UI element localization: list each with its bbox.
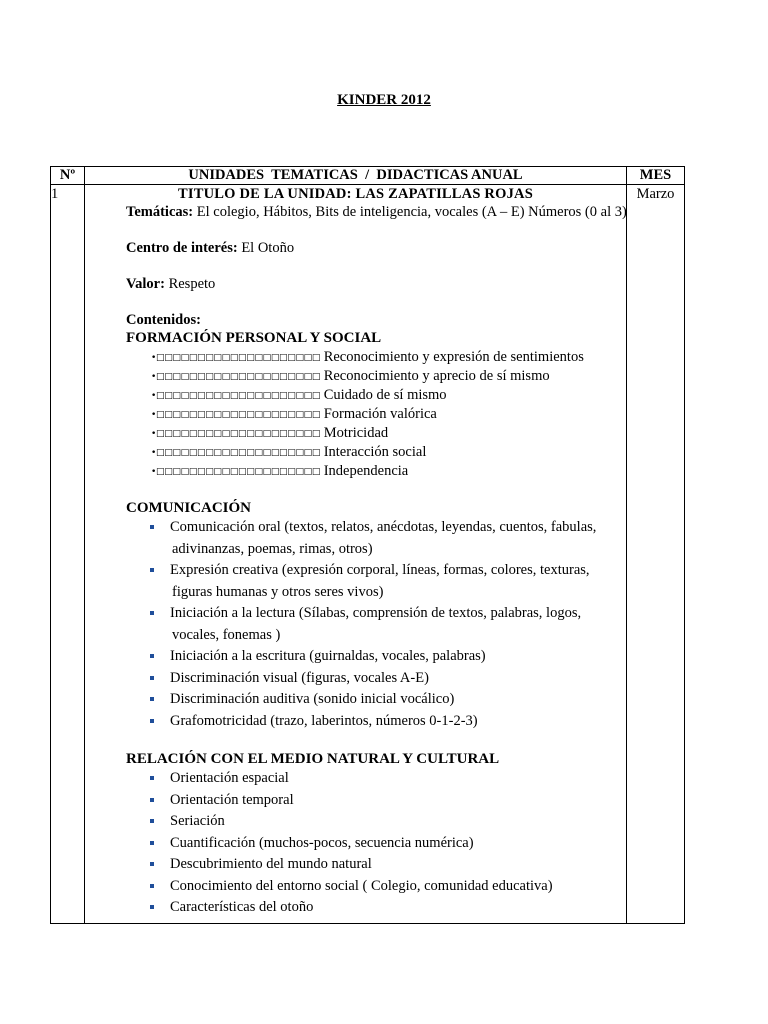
relacion-list [150,768,626,919]
valor-value: Respeto [164,276,216,292]
row-month: Marzo [627,185,685,924]
square-bullet-icon [150,568,154,572]
units-table [50,166,685,924]
valor-label: Valor: [126,276,165,292]
section-heading-comunicacion: COMUNICACIÓN [126,500,251,516]
centro-line [126,239,626,257]
bullet-glyphs: •□□□□□□□□□□□□□□□□□□□□ [151,429,321,439]
bullet-glyphs: •□□□□□□□□□□□□□□□□□□□□ [151,410,321,420]
centro-label: Centro de interés: [126,240,238,256]
valor-line [126,275,626,293]
list-item: Seriación [150,811,626,833]
list-item: •□□□□□□□□□□□□□□□□□□□□ Independencia [151,463,409,479]
tematicas-line [126,203,626,221]
row-content [85,185,627,924]
tematicas-value: El colegio, Hábitos, Bits de inteligencia, vocales (A – E) Números (0 al 3) [193,204,627,220]
bullet-glyphs: •□□□□□□□□□□□□□□□□□□□□ [151,448,321,458]
header-number: Nº [51,167,85,185]
square-bullet-icon [150,611,154,615]
list-item: •□□□□□□□□□□□□□□□□□□□□ Formación valórica [151,406,437,422]
list-item: Discriminación auditiva (sonido inicial vocálico) [150,689,626,711]
list-item: Grafomotricidad (trazo, laberintos, números 0-1-2-3) [150,711,626,733]
list-item: •□□□□□□□□□□□□□□□□□□□□ Reconocimiento y aprecio de sí mismo [151,368,550,384]
square-bullet-icon [150,819,154,823]
header-month: MES [627,167,685,185]
square-bullet-icon [150,676,154,680]
list-item: Iniciación a la lectura (Sílabas, comprensión de textos, palabras, logos, vocales, fonemas ) [150,603,626,646]
list-item: Orientación espacial [150,768,626,790]
list-item: •□□□□□□□□□□□□□□□□□□□□ Reconocimiento y expresión de sentimientos [151,349,584,365]
list-item: •□□□□□□□□□□□□□□□□□□□□ Motricidad [151,425,389,441]
bullet-glyphs: •□□□□□□□□□□□□□□□□□□□□ [151,372,321,382]
bullet-glyphs: •□□□□□□□□□□□□□□□□□□□□ [151,353,321,363]
square-bullet-icon [150,654,154,658]
square-bullet-icon [150,862,154,866]
list-item: Iniciación a la escritura (guirnaldas, vocales, palabras) [150,646,626,668]
list-item: Expresión creativa (expresión corporal, líneas, formas, colores, texturas, figuras humanas y otros seres vivos) [150,560,626,603]
document-title: KINDER 2012 [337,92,431,108]
section-heading-relacion: RELACIÓN CON EL MEDIO NATURAL Y CULTURAL [126,751,500,767]
square-bullet-icon [150,798,154,802]
list-item: Características del otoño [150,897,626,919]
comunicacion-list [150,517,626,732]
list-item: Descubrimiento del mundo natural [150,854,626,876]
square-bullet-icon [150,525,154,529]
square-bullet-icon [150,841,154,845]
list-item: Discriminación visual (figuras, vocales A-E) [150,668,626,690]
list-item: Comunicación oral (textos, relatos, anécdotas, leyendas, cuentos, fabulas, adivinanzas, poemas, rimas, otros) [150,517,626,560]
square-bullet-icon [150,719,154,723]
section-heading-formacion: FORMACIÓN PERSONAL Y SOCIAL [126,330,382,346]
centro-value: El Otoño [237,240,295,256]
square-bullet-icon [150,905,154,909]
list-item: •□□□□□□□□□□□□□□□□□□□□ Interacción social [151,444,427,460]
list-item: Cuantificación (muchos-pocos, secuencia numérica) [150,833,626,855]
formacion-list [151,348,626,481]
list-item: Orientación temporal [150,790,626,812]
list-item: Conocimiento del entorno social ( Colegio, comunidad educativa) [150,876,626,898]
contenidos-label: Contenidos: [126,312,201,328]
bullet-glyphs: •□□□□□□□□□□□□□□□□□□□□ [151,467,321,477]
tematicas-label: Temáticas: [126,204,194,220]
square-bullet-icon [150,776,154,780]
table-header-row [51,167,685,185]
header-units: UNIDADES TEMATICAS / DIDACTICAS ANUAL [85,167,627,185]
square-bullet-icon [150,697,154,701]
row-number: 1 [51,185,85,924]
unit-title: TITULO DE LA UNIDAD: LAS ZAPATILLAS ROJAS [178,186,533,202]
table-row [51,185,685,924]
square-bullet-icon [150,884,154,888]
bullet-glyphs: •□□□□□□□□□□□□□□□□□□□□ [151,391,321,401]
list-item: •□□□□□□□□□□□□□□□□□□□□ Cuidado de sí mismo [151,387,447,403]
